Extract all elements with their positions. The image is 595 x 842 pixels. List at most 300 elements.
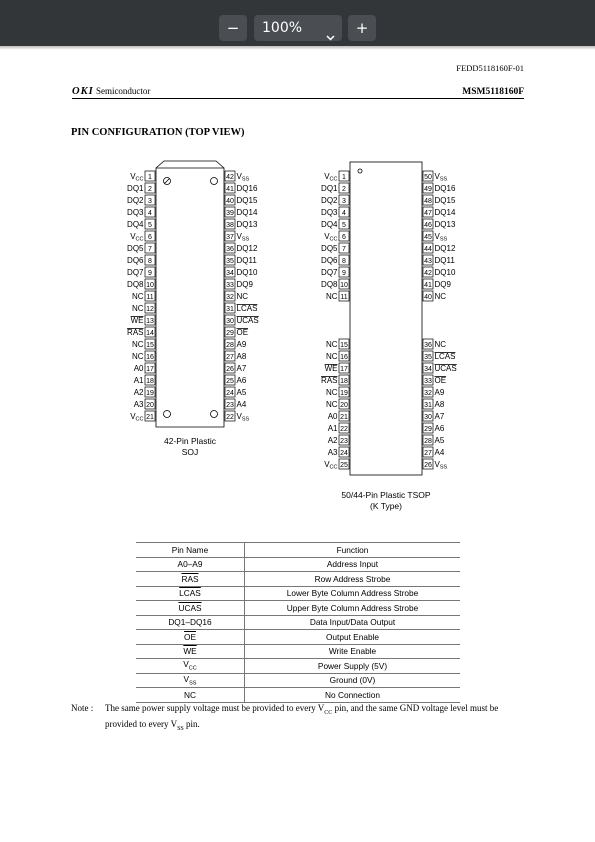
pin-18: [339, 375, 349, 385]
pin-number: 29: [226, 330, 234, 337]
pin-31: [423, 399, 433, 409]
pin-3: [145, 195, 155, 205]
pin-name: NC: [236, 292, 249, 301]
oki-logo: OKI: [72, 86, 94, 97]
pin-name: OE: [236, 328, 249, 337]
pin-name: DQ11: [236, 256, 257, 265]
pin-number: 26: [226, 366, 234, 373]
pin-number: 5: [148, 222, 152, 229]
zoom-out-button[interactable]: −: [219, 15, 247, 41]
pin-50: [423, 171, 433, 181]
pin-number: 17: [340, 366, 348, 373]
pin-name: VCC: [130, 232, 144, 243]
pin-number: 14: [146, 330, 154, 337]
pin-number: 15: [340, 342, 348, 349]
pin-11: [145, 291, 155, 301]
pin-number: 10: [146, 282, 154, 289]
pin-number: 36: [424, 342, 432, 349]
function-cell: Upper Byte Column Address Strobe: [245, 601, 461, 616]
pin-number: 6: [342, 234, 346, 241]
pin-name: A4: [236, 400, 247, 409]
pin-1: [339, 171, 349, 181]
column-header-pin-name: Pin Name: [136, 543, 245, 558]
pin-name: DQ7: [127, 268, 144, 277]
pin-36: [225, 243, 235, 253]
pin-2: [339, 183, 349, 193]
pin-32: [423, 387, 433, 397]
pin-number: 34: [424, 366, 432, 373]
pin-name: DQ8: [321, 280, 338, 289]
pin-name-cell: LCAS: [136, 586, 245, 601]
pin-name: VCC: [324, 232, 338, 243]
pin-name: DQ1: [127, 184, 144, 193]
pin-29: [225, 327, 235, 337]
tsop-caption-2: (K Type): [370, 501, 402, 511]
pin-name: DQ14: [434, 208, 456, 217]
pin-number: 41: [226, 186, 234, 193]
pin-20: [145, 399, 155, 409]
pin-number: 29: [424, 426, 432, 433]
pin-name: A5: [236, 388, 247, 397]
pin-name: A6: [236, 376, 247, 385]
pin-number: 16: [146, 354, 154, 361]
pin-name-cell: $\overline{WE}$: [136, 644, 245, 659]
pin-27: [423, 447, 433, 457]
pin-20: [339, 399, 349, 409]
pin-18: [145, 375, 155, 385]
pin-number: 31: [424, 402, 432, 409]
pin-34: [225, 267, 235, 277]
pin-name: VCC: [130, 412, 144, 423]
pin-name: RAS: [127, 328, 144, 337]
document-code: FEDD5118160F-01: [456, 63, 524, 73]
pin-40: [225, 195, 235, 205]
pin-number: 3: [148, 198, 152, 205]
pin-number: 35: [424, 354, 432, 361]
pin-number: 32: [226, 294, 234, 301]
table-row: [136, 630, 460, 645]
pin-8: [145, 255, 155, 265]
pin-name: DQ16: [434, 184, 456, 193]
pin-number: 7: [342, 246, 346, 253]
pin-30: [225, 315, 235, 325]
pin-number: 40: [226, 198, 234, 205]
pin-24: [339, 447, 349, 457]
pin-name: DQ7: [321, 268, 338, 277]
pin-48: [423, 195, 433, 205]
pin-number: 1: [148, 174, 152, 181]
pin-name: NC: [131, 340, 144, 349]
section-title: PIN CONFIGURATION (TOP VIEW): [71, 127, 245, 138]
pin-1: [145, 171, 155, 181]
pin-number: 43: [424, 258, 432, 265]
pin-number: 31: [226, 306, 234, 313]
pin-name: DQ6: [321, 256, 338, 265]
pin-34: [423, 363, 433, 373]
pin-name: RAS: [321, 376, 338, 385]
pin-name: NC: [131, 292, 144, 301]
pin-name: DQ4: [127, 220, 144, 229]
pin-number: 25: [226, 378, 234, 385]
pin-number: 37: [226, 234, 234, 241]
table-row: [136, 659, 460, 674]
pin-number: 8: [148, 258, 152, 265]
pin-23: [225, 399, 235, 409]
pin-name: DQ15: [236, 196, 258, 205]
pin-number: 15: [146, 342, 154, 349]
pin-name: A5: [434, 436, 445, 445]
pin-number: 34: [226, 270, 234, 277]
pin-number: 18: [146, 378, 154, 385]
pin-name: DQ9: [434, 280, 451, 289]
pin-name: WE: [324, 364, 338, 373]
pin-7: [145, 243, 155, 253]
tsop-body: [350, 162, 422, 475]
pin-9: [339, 267, 349, 277]
pin-name: DQ14: [236, 208, 258, 217]
pin-22: [339, 423, 349, 433]
pin-number: 46: [424, 222, 432, 229]
pin-name: NC: [325, 292, 338, 301]
pin-name: OE: [434, 376, 447, 385]
pin-number: 8: [342, 258, 346, 265]
pin-49: [423, 183, 433, 193]
pin-number: 22: [226, 414, 234, 421]
pin-number: 39: [226, 210, 234, 217]
pin-number: 20: [340, 402, 348, 409]
pin-name: A8: [236, 352, 247, 361]
pin-number: 25: [340, 462, 348, 469]
pin-number: 47: [424, 210, 432, 217]
pin-number: 30: [226, 318, 234, 325]
pin-25: [225, 375, 235, 385]
pin-name: NC: [434, 292, 447, 301]
pin-39: [225, 207, 235, 217]
pin-13: [145, 315, 155, 325]
pin-29: [423, 423, 433, 433]
pin-number: 4: [148, 210, 152, 217]
pin-name: LCAS: [236, 304, 258, 313]
pin-number: 9: [342, 270, 346, 277]
pin-name: A1: [133, 376, 144, 385]
pin-number: 26: [424, 462, 432, 469]
pin-number: 23: [226, 402, 234, 409]
pin-number: 21: [146, 414, 154, 421]
table-row: [136, 673, 460, 688]
pin-number: 36: [226, 246, 234, 253]
pin-5: [339, 219, 349, 229]
pin-number: 19: [146, 390, 154, 397]
pin-name: A3: [327, 448, 338, 457]
pin-name: DQ2: [321, 196, 338, 205]
pin-41: [423, 279, 433, 289]
pin-30: [423, 411, 433, 421]
pin-14: [145, 327, 155, 337]
pin-36: [423, 339, 433, 349]
pin-21: [145, 411, 155, 421]
pin-43: [423, 255, 433, 265]
pin-6: [145, 231, 155, 241]
pin-name: LCAS: [434, 352, 456, 361]
pin-number: 28: [226, 342, 234, 349]
pin-46: [423, 219, 433, 229]
soj-package: [156, 161, 224, 457]
pin-number: 50: [424, 174, 432, 181]
pin-28: [423, 435, 433, 445]
pin-17: [145, 363, 155, 373]
pin-name: NC: [434, 340, 447, 349]
pin-name-cell: $V_{CC}$: [136, 659, 245, 674]
brand-suffix: Semiconductor: [95, 86, 151, 96]
pin-name-cell: A0–A9: [136, 557, 245, 572]
pin-number: 49: [424, 186, 432, 193]
pin-name: NC: [131, 304, 144, 313]
pin-number: 16: [340, 354, 348, 361]
pin-number: 24: [226, 390, 234, 397]
pin-15: [145, 339, 155, 349]
pin-name-cell: DQ1–DQ16: [136, 615, 245, 630]
pin-name: A8: [434, 400, 445, 409]
pin-name: A1: [327, 424, 338, 433]
pin-name: DQ9: [236, 280, 253, 289]
pin-4: [145, 207, 155, 217]
pin-name-cell: $V_{SS}$: [136, 673, 245, 688]
pin-name: DQ1: [321, 184, 338, 193]
table-row: [136, 572, 460, 587]
pin-name: VSS: [236, 232, 250, 243]
soj-body: [156, 168, 224, 427]
pin-10: [145, 279, 155, 289]
pin-name: VSS: [236, 172, 250, 183]
pin-name: DQ4: [321, 220, 338, 229]
pin-number: 42: [424, 270, 432, 277]
pin-name: VSS: [434, 460, 448, 471]
pin-name: DQ3: [321, 208, 338, 217]
pin-33: [225, 279, 235, 289]
pin-number: 18: [340, 378, 348, 385]
pin-4: [339, 207, 349, 217]
pin-number: 41: [424, 282, 432, 289]
function-cell: Ground (0V): [245, 673, 461, 688]
column-header-function: Function: [245, 543, 461, 558]
pin-19: [145, 387, 155, 397]
pin-name-cell: UCAS: [136, 601, 245, 616]
table-body: [136, 557, 460, 702]
pin-number: 32: [424, 390, 432, 397]
pin-28: [225, 339, 235, 349]
soj-caption-2: SOJ: [181, 447, 199, 457]
pin-name: WE: [130, 316, 144, 325]
pin-number: 45: [424, 234, 432, 241]
pin-name: DQ12: [434, 244, 456, 253]
pin-24: [225, 387, 235, 397]
pin-3: [339, 195, 349, 205]
pin-name: DQ11: [434, 256, 455, 265]
table-row: [136, 601, 460, 616]
pin-number: 40: [424, 294, 432, 301]
function-cell: Output Enable: [245, 630, 461, 645]
pin-37: [225, 231, 235, 241]
pin-number: 27: [424, 450, 432, 457]
pin-number: 33: [226, 282, 234, 289]
pin-name: A4: [434, 448, 445, 457]
pin-number: 42: [226, 174, 234, 181]
pin-name: A3: [133, 400, 144, 409]
tsop-caption-1: 50/44-Pin Plastic TSOP: [341, 490, 431, 500]
pin-name: A0: [133, 364, 144, 373]
pin-number: 27: [226, 354, 234, 361]
pin-number: 5: [342, 222, 346, 229]
pin-name: VCC: [130, 172, 144, 183]
pin-6: [339, 231, 349, 241]
pin-name: DQ6: [127, 256, 144, 265]
pin-name: DQ3: [127, 208, 144, 217]
tsop-package: [341, 162, 430, 511]
table-row: [136, 615, 460, 630]
pin-number: 2: [342, 186, 346, 193]
pin-name: UCAS: [236, 316, 259, 325]
pin-name-cell: $\overline{OE}$: [136, 630, 245, 645]
pin-44: [423, 243, 433, 253]
pin-name: A7: [236, 364, 247, 373]
pin-name: VCC: [324, 172, 338, 183]
pin-7: [339, 243, 349, 253]
pin-number: 21: [340, 414, 348, 421]
table-row: [136, 644, 460, 659]
function-cell: Power Supply (5V): [245, 659, 461, 674]
pin-name: NC: [325, 340, 338, 349]
pin-2: [145, 183, 155, 193]
pin-name: DQ5: [127, 244, 144, 253]
table-row: [136, 688, 460, 703]
pin-8: [339, 255, 349, 265]
pin-name: DQ10: [434, 268, 456, 277]
table-row: [136, 557, 460, 572]
table-row: [136, 586, 460, 601]
function-cell: No Connection: [245, 688, 461, 703]
pin-11: [339, 291, 349, 301]
pin-number: 28: [424, 438, 432, 445]
pin-name: A6: [434, 424, 445, 433]
pin-26: [225, 363, 235, 373]
pin-name: DQ12: [236, 244, 258, 253]
pin-41: [225, 183, 235, 193]
pin-23: [339, 435, 349, 445]
pin-17: [339, 363, 349, 373]
pin-number: 3: [342, 198, 346, 205]
function-cell: Data Input/Data Output: [245, 615, 461, 630]
pin-10: [339, 279, 349, 289]
pin-name: A9: [236, 340, 247, 349]
pin-name: DQ15: [434, 196, 456, 205]
pin-number: 20: [146, 402, 154, 409]
pin-35: [225, 255, 235, 265]
pin-name: DQ8: [127, 280, 144, 289]
pin-number: 23: [340, 438, 348, 445]
pin-19: [339, 387, 349, 397]
pin-name: VCC: [324, 460, 338, 471]
pin-name: DQ10: [236, 268, 258, 277]
pin-number: 38: [226, 222, 234, 229]
pin-description-table: [136, 542, 460, 703]
pin-name: DQ16: [236, 184, 258, 193]
pin-number: 4: [342, 210, 346, 217]
pin-number: 2: [148, 186, 152, 193]
zoom-value: 100%: [262, 20, 303, 36]
pin-27: [225, 351, 235, 361]
soj-bevel: [156, 161, 224, 168]
pin-name: A2: [133, 388, 144, 397]
pin-21: [339, 411, 349, 421]
pin-number: 35: [226, 258, 234, 265]
pin-number: 1: [342, 174, 346, 181]
pin-name-cell: $\overline{RAS}$: [136, 572, 245, 587]
pin-number: 12: [146, 306, 154, 313]
pin-number: 24: [340, 450, 348, 457]
pin-16: [145, 351, 155, 361]
pin-name: A7: [434, 412, 445, 421]
function-cell: Write Enable: [245, 644, 461, 659]
pin-42: [423, 267, 433, 277]
part-number: MSM5118160F: [462, 87, 524, 97]
pin-33: [423, 375, 433, 385]
table-header-row: [136, 543, 460, 558]
pin-25: [339, 459, 349, 469]
pin-number: 11: [340, 294, 348, 301]
pin-42: [225, 171, 235, 181]
soj-caption-1: 42-Pin Plastic: [164, 436, 216, 446]
pin-name: DQ5: [321, 244, 338, 253]
pin-40: [423, 291, 433, 301]
pin-name: DQ2: [127, 196, 144, 205]
pin-name: UCAS: [434, 364, 457, 373]
pin-number: 48: [424, 198, 432, 205]
pin-name: VSS: [434, 232, 448, 243]
pin-number: 33: [424, 378, 432, 385]
pin-number: 17: [146, 366, 154, 373]
pin-number: 9: [148, 270, 152, 277]
pin-name: VSS: [434, 172, 448, 183]
pin-name: A0: [327, 412, 338, 421]
zoom-in-button[interactable]: +: [348, 15, 376, 41]
pin-name: DQ13: [236, 220, 258, 229]
pin-number: 10: [340, 282, 348, 289]
pin-number: 19: [340, 390, 348, 397]
function-cell: Lower Byte Column Address Strobe: [245, 586, 461, 601]
pin-47: [423, 207, 433, 217]
pin-name: A2: [327, 436, 338, 445]
pin-16: [339, 351, 349, 361]
pin-number: 13: [146, 318, 154, 325]
pin-name: NC: [325, 388, 338, 397]
pin-9: [145, 267, 155, 277]
note-text: The same power supply voltage must be provided to every $V_{CC}$ pin, and the same GND voltage level must be provided to every $V_{SS}$ pin.: [105, 703, 499, 732]
pin-32: [225, 291, 235, 301]
pin-number: 11: [146, 294, 154, 301]
pin-number: 6: [148, 234, 152, 241]
pin-name: VSS: [236, 412, 250, 423]
pin-45: [423, 231, 433, 241]
function-cell: Address Input: [245, 557, 461, 572]
pin-5: [145, 219, 155, 229]
pin-number: 7: [148, 246, 152, 253]
pin-22: [225, 411, 235, 421]
note-label: Note :: [71, 703, 94, 713]
pin-name: NC: [325, 400, 338, 409]
pin-31: [225, 303, 235, 313]
function-cell: Row Address Strobe: [245, 572, 461, 587]
pin-35: [423, 351, 433, 361]
